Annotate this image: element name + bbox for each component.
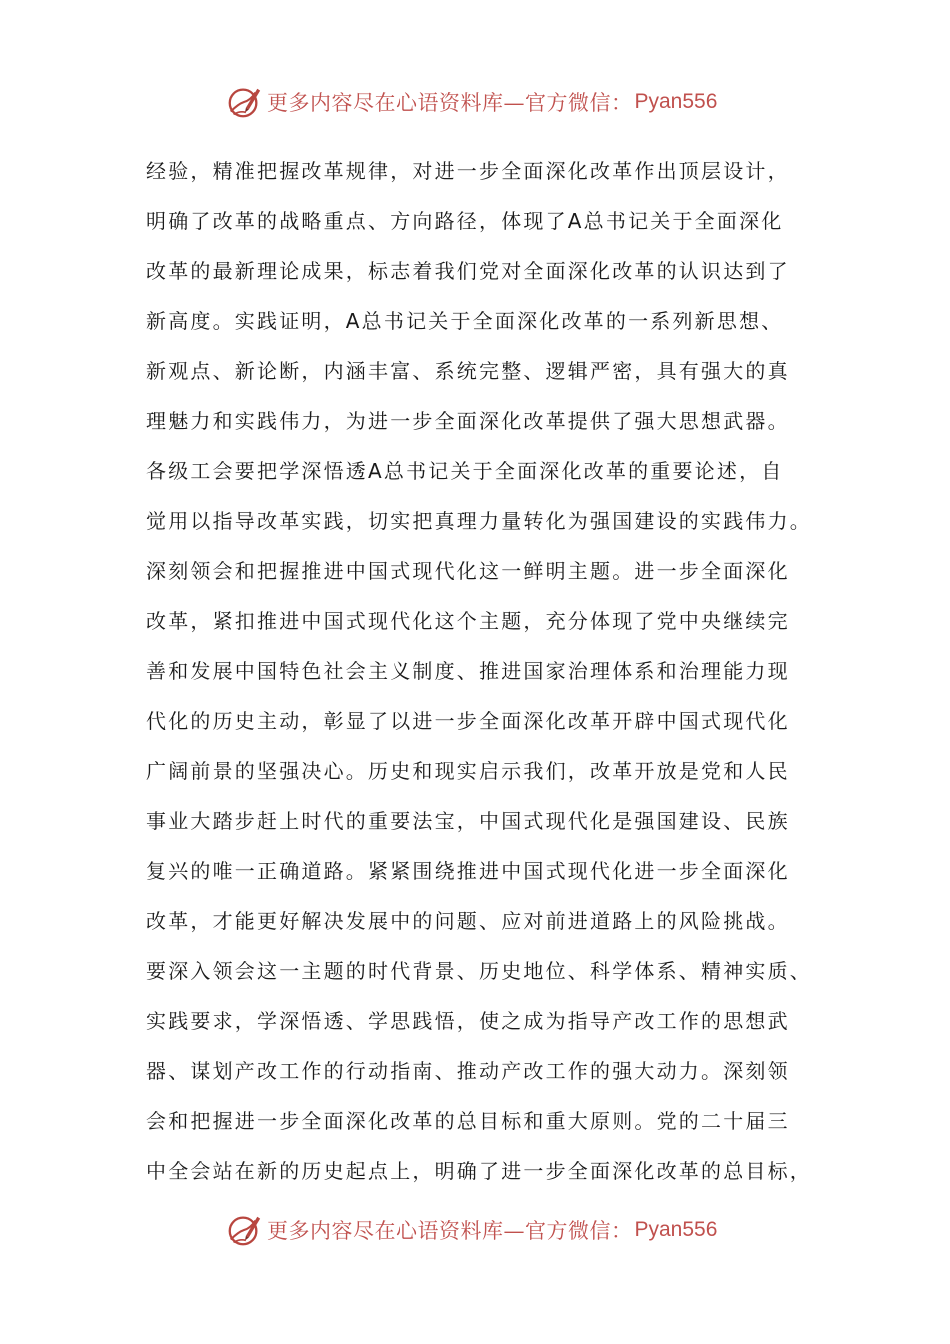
text-line: 新高度。实践证明，A总书记关于全面深化改革的一系列新思想、 — [146, 309, 784, 333]
text-line: 觉用以指导改革实践，切实把真理力量转化为强国建设的实践伟力。 — [146, 509, 812, 533]
footer-banner — [225, 1210, 717, 1250]
header-banner-text: 更多内容尽在心语资料库—官方微信： — [267, 91, 633, 115]
text-line: 各级工会要把学深悟透A总书记关于全面深化改革的重要论述，自 — [146, 459, 784, 483]
text-line: 改革，才能更好解决发展中的问题、应对前进道路上的风险挑战。 — [146, 909, 790, 933]
document-body — [146, 150, 826, 1200]
text-line: 明确了改革的战略重点、方向路径，体现了A总书记关于全面深化 — [146, 209, 784, 233]
pen-logo-icon — [225, 83, 263, 121]
text-line: 理魅力和实践伟力，为进一步全面深化改革提供了强大思想武器。 — [146, 409, 790, 433]
text-line: 器、谋划产改工作的行动指南、推动产改工作的强大动力。深刻领 — [146, 1059, 790, 1083]
text-line: 改革，紧扣推进中国式现代化这个主题，充分体现了党中央继续完 — [146, 609, 790, 633]
text-line: 新观点、新论断，内涵丰富、系统完整、逻辑严密，具有强大的真 — [146, 359, 790, 383]
text-line: 代化的历史主动，彰显了以进一步全面深化改革开辟中国式现代化 — [146, 709, 790, 733]
text-line: 善和发展中国特色社会主义制度、推进国家治理体系和治理能力现 — [146, 659, 790, 683]
pen-logo-icon — [225, 1211, 263, 1249]
text-line: 复兴的唯一正确道路。紧紧围绕推进中国式现代化进一步全面深化 — [146, 859, 790, 883]
footer-wechat-id: Pyan556 — [634, 1218, 718, 1241]
text-line: 要深入领会这一主题的时代背景、历史地位、科学体系、精神实质、 — [146, 959, 812, 983]
text-line: 事业大踏步赶上时代的重要法宝，中国式现代化是强国建设、民族 — [146, 809, 790, 833]
text-line: 经验，精准把握改革规律，对进一步全面深化改革作出顶层设计， — [146, 159, 790, 183]
header-wechat-id: Pyan556 — [634, 90, 718, 113]
footer-banner-text: 更多内容尽在心语资料库—官方微信： — [267, 1219, 633, 1243]
text-line: 会和把握进一步全面深化改革的总目标和重大原则。党的二十届三 — [146, 1109, 790, 1133]
header-banner — [225, 82, 717, 122]
text-line: 广阔前景的坚强决心。历史和现实启示我们，改革开放是党和人民 — [146, 759, 790, 783]
text-line: 改革的最新理论成果，标志着我们党对全面深化改革的认识达到了 — [146, 259, 790, 283]
text-line: 中全会站在新的历史起点上，明确了进一步全面深化改革的总目标， — [146, 1159, 812, 1183]
text-line: 深刻领会和把握推进中国式现代化这一鲜明主题。进一步全面深化 — [146, 559, 790, 583]
text-line: 实践要求，学深悟透、学思践悟，使之成为指导产改工作的思想武 — [146, 1009, 790, 1033]
